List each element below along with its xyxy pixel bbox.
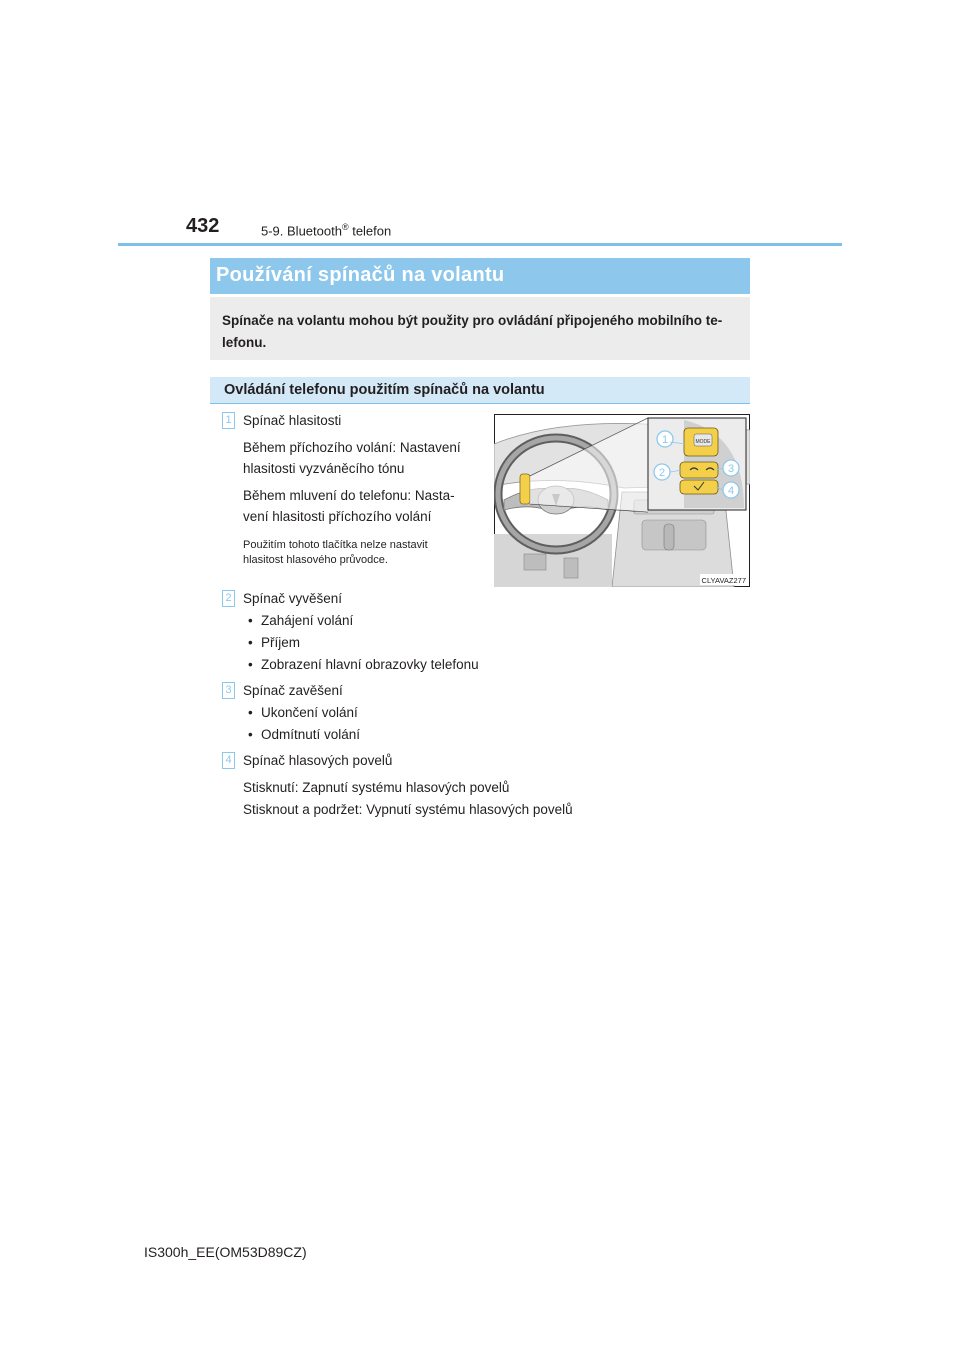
header-rule [118,243,842,246]
item-3-number: 3 [222,682,235,699]
svg-text:2: 2 [658,467,666,479]
item-1-note-1: Použitím tohoto tlačítka nelze nastavit [243,539,428,551]
section-header [261,222,391,238]
item-3-bullet-1: • Ukončení volání [261,703,358,723]
figure-code: CLYAVAZ277 [701,576,746,585]
page-number: 432 [186,215,220,237]
item-2-bullet-1: • Zahájení volání [261,611,353,631]
intro-text: Spínače na volantu mohou být použity pro ovládání připojeného mobilního te-lefonu. [222,313,723,350]
footer-code: IS300h_EE(OM53D89CZ) [144,1244,307,1260]
item-1-line-4: vení hlasitosti příchozího volání [243,509,432,524]
item-2-bullet-2: • Příjem [261,633,300,653]
figure-mode-label: MODE [695,439,711,445]
svg-text:4: 4 [727,485,735,497]
svg-text:1: 1 [661,434,669,446]
item-2-bullet-3: • Zobrazení hlavní obrazovky telefonu [261,655,479,675]
subtitle-band [210,377,750,404]
registered-mark: ® [341,222,349,232]
item-2-label: Spínač vyvěšení [243,591,343,606]
item-1-line-2: hlasitosti vyzváněcího tónu [243,461,405,476]
callout-2 [654,464,670,480]
item-1-line-1: Během příchozího volání: Nastavení [243,440,461,455]
item-1-line-3: Během mluvení do telefonu: Nasta- [243,488,455,503]
item-2-number: 2 [222,590,235,607]
item-4-label: Spínač hlasových povelů [243,753,393,768]
item-1-label: Spínač hlasitosti [243,413,342,428]
item-4-number: 4 [222,752,235,769]
callout-4 [723,482,739,498]
callout-3 [723,460,739,476]
intro-box [210,297,750,360]
subtitle: Ovládání telefonu použitím spínačů na volantu [224,382,545,398]
item-1-number: 1 [222,412,235,429]
section-suffix: telefon [348,223,392,239]
callout-1 [657,431,673,447]
item-4-line-1: Stisknutí: Zapnutí systému hlasových povelů [243,780,510,795]
item-1-note-2: hlasitost hlasového průvodce. [243,554,388,566]
item-4-line-2: Stisknout a podržet: Vypnutí systému hlasových povelů [243,802,573,817]
page-title: Používání spínačů na volantu [216,264,505,286]
item-3-bullet-2: • Odmítnutí volání [261,725,360,745]
section-prefix: 5-9. Bluetooth [261,223,342,239]
title-band [210,258,750,294]
steering-wheel-figure [494,414,750,587]
svg-text:3: 3 [727,463,735,475]
item-3-label: Spínač zavěšení [243,683,343,698]
